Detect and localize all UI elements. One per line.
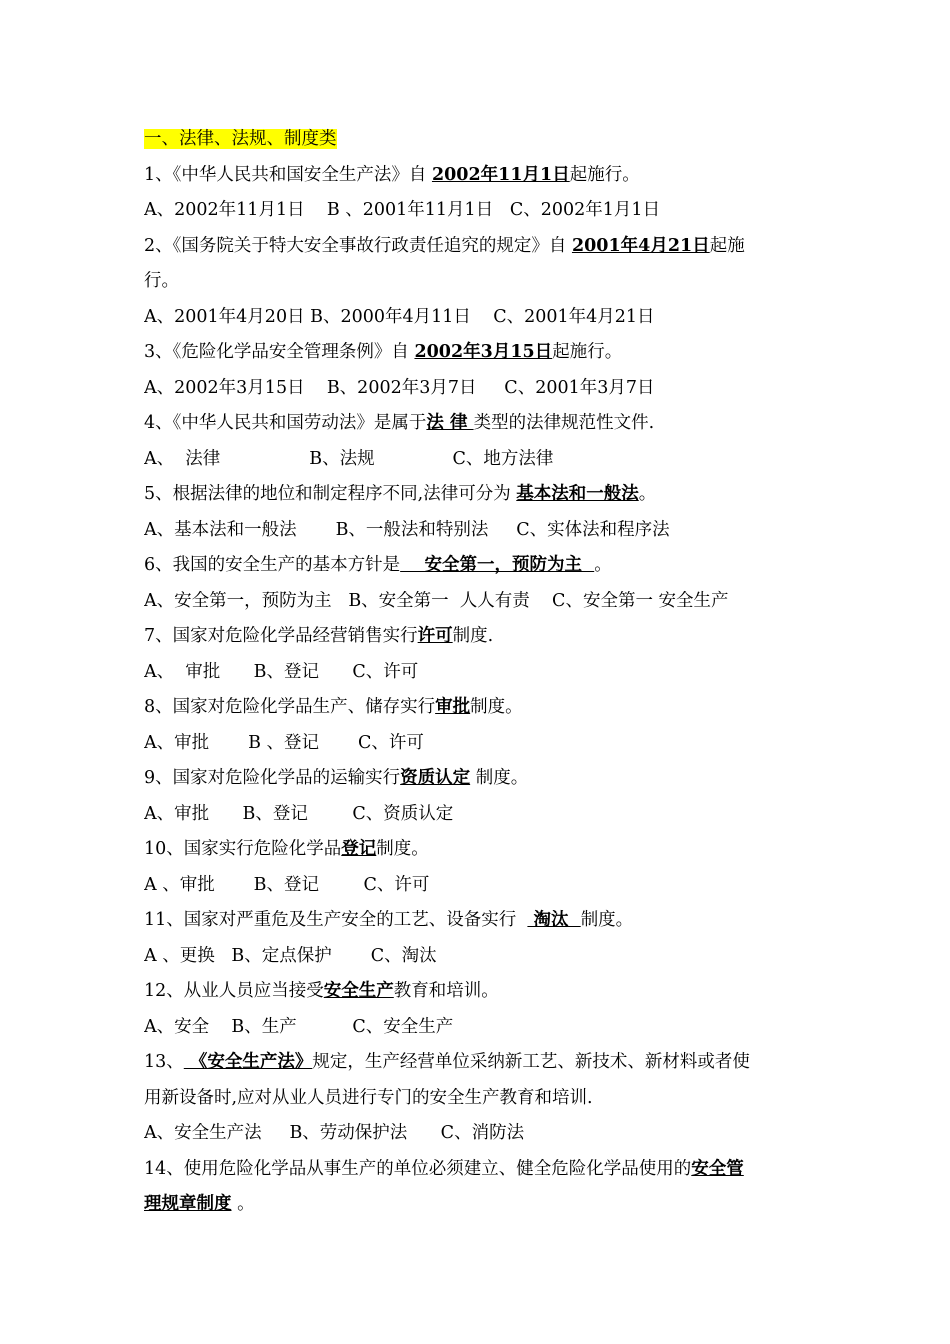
question-4: 4、《中华人民共和国劳动法》是属于法 律 类型的法律规范性文件.: [144, 413, 655, 433]
options-10: A 、审批 B、登记 C、许可: [144, 874, 430, 895]
options-13: A、安全生产法 B、劳动保护法 C、消防法: [144, 1123, 525, 1143]
answer: 安全第一，预防为主: [400, 555, 595, 575]
question-3: 3、《危险化学品安全管理条例》自 2002年3月15日起施行。: [144, 342, 623, 362]
answer: 登记: [341, 839, 377, 859]
question-12: 12、从业人员应当接受安全生产教育和培训。: [144, 981, 499, 1001]
question-8: 8、国家对危险化学品生产、储存实行审批制度。: [144, 697, 523, 717]
options-2: A、2001年4月20日 B、2000年4月11日 C、2001年4月21日: [144, 306, 655, 327]
answer: 审批: [435, 697, 471, 717]
answer: 资质认定: [400, 768, 471, 788]
question-13-cont: 用新设备时,应对从业人员进行专门的安全生产教育和培训.: [144, 1087, 593, 1108]
question-2: 2、《国务院关于特大安全事故行政责任追究的规定》自 2001年4月21日起施: [144, 235, 745, 256]
options-1: A、2002年11月1日 B 、2001年11月1日 C、2002年1月1日: [144, 200, 661, 220]
question-11: 11、国家对严重危及生产安全的工艺、设备实行 淘汰 制度。: [144, 910, 634, 930]
answer: 许可: [417, 626, 453, 646]
question-10: 10、国家实行危险化学品登记制度。: [144, 839, 429, 859]
options-7: A、 审批 B、登记 C、许可: [144, 661, 419, 682]
question-1: 1、《中华人民共和国安全生产法》自 2002年11月1日起施行。: [144, 164, 640, 185]
options-5: A、基本法和一般法 B、一般法和特别法 C、实体法和程序法: [144, 519, 670, 540]
answer: 2002年11月1日: [431, 164, 570, 185]
question-7: 7、国家对危险化学品经营销售实行许可制度.: [144, 626, 494, 646]
answer: 法 律: [426, 413, 474, 433]
answer: 基本法和一般法: [516, 484, 639, 504]
question-5: 5、根据法律的地位和制定程序不同,法律可分为 基本法和一般法。: [144, 484, 657, 504]
options-4: A、 法律 B、法规 C、地方法律: [144, 448, 554, 469]
options-6: A、安全第一，预防为主 B、安全第一 人人有责 C、安全第一 安全生产: [144, 590, 729, 611]
document-body: [144, 122, 814, 1223]
options-9: A、审批 B、登记 C、资质认定: [144, 803, 454, 824]
question-14: 14、使用危险化学品从事生产的单位必须建立、健全危险化学品使用的安全管: [144, 1158, 744, 1179]
answer: 理规章制度: [144, 1194, 232, 1214]
question-14-cont: 理规章制度 。: [144, 1194, 255, 1214]
options-8: A、审批 B 、登记 C、许可: [144, 732, 424, 753]
answer: 淘汰: [527, 910, 581, 930]
answer: 2002年3月15日: [414, 342, 553, 362]
answer: 2001年4月21日: [571, 235, 710, 256]
options-12: A、安全 B、生产 C、安全生产: [144, 1016, 454, 1037]
answer: 安全管: [691, 1158, 744, 1179]
options-11: A 、更换 B、定点保护 C、淘汰: [144, 945, 437, 966]
answer: 安全生产: [323, 981, 394, 1001]
question-13: 13、 《安全生产法》规定，生产经营单位采纳新工艺、新技术、新材料或者使: [144, 1052, 750, 1072]
question-2-cont: 行。: [144, 271, 179, 291]
options-3: A、2002年3月15日 B、2002年3月7日 C、2001年3月7日: [144, 377, 655, 398]
answer: 《安全生产法》: [183, 1052, 313, 1072]
question-6: 6、我国的安全生产的基本方针是 安全第一，预防为主 。: [144, 555, 612, 575]
section-heading: 一、法律、法规、制度类: [144, 129, 337, 149]
question-9: 9、国家对危险化学品的运输实行资质认定 制度。: [144, 768, 529, 788]
